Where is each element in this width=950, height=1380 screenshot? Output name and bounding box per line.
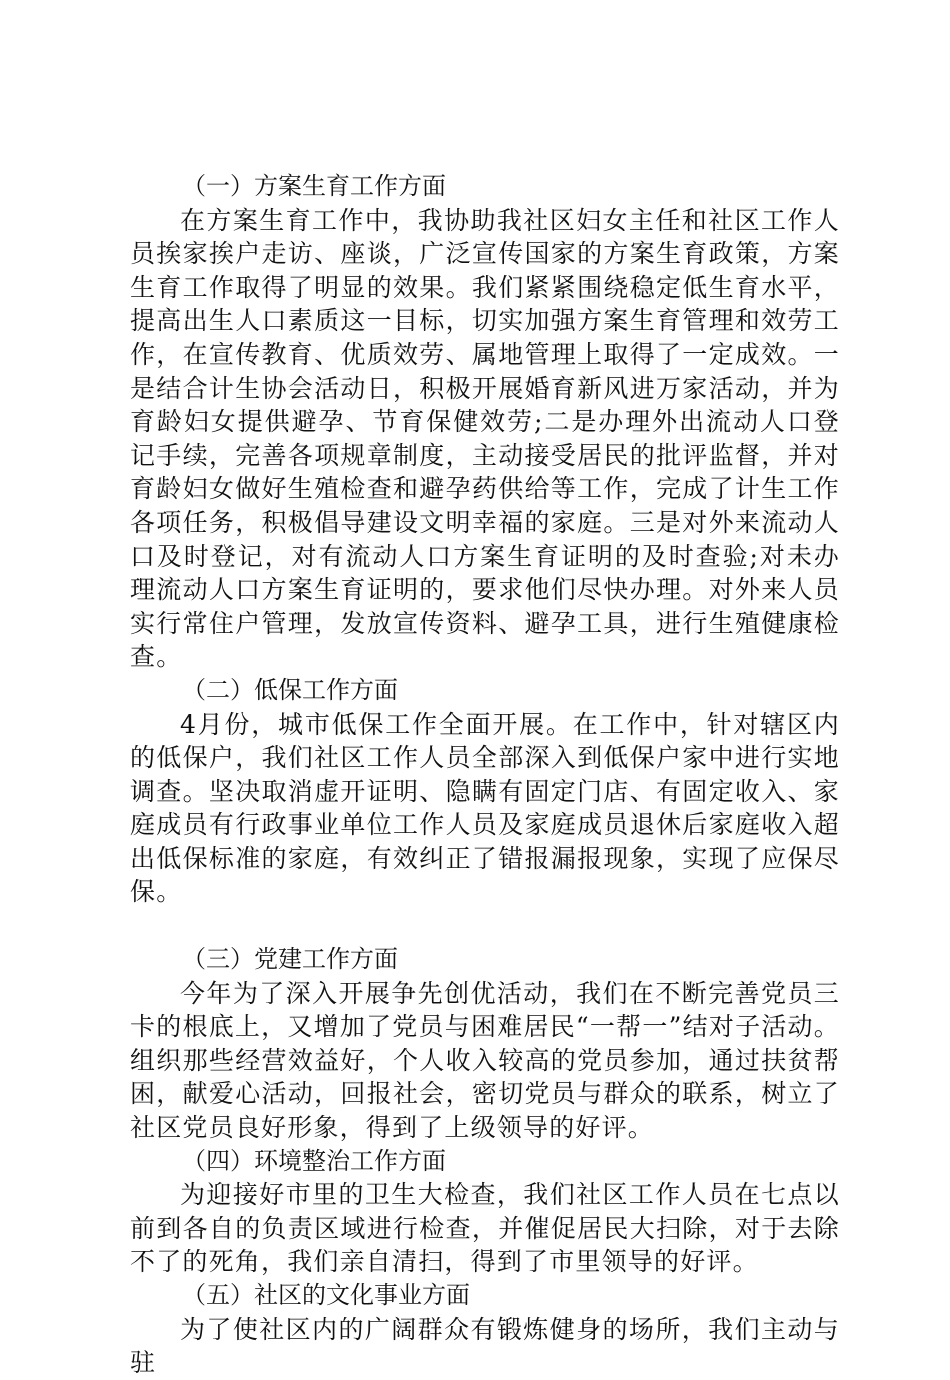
section-paragraph-family-planning: 在方案生育工作中，我协助我社区妇女主任和社区工作人员挨家挨户走访、座谈，广泛宣传国家的方案生育政策，方案生育工作取得了明显的效果。我们紧紧围绕稳定低生育水平，提高出生人口素质这一目标，切实加强方案生育管理和效劳工作，在宣传教育、优质效劳、属地管理上取得了一定成效。一是结合计生协会活动日，积极开展婚育新风进万家活动，并为育龄妇女提供避孕、节育保健效劳;二是办理外出流动人口登记手续，完善各项规章制度，主动接受居民的批评监督，并对育龄妇女做好生殖检查和避孕药供给等工作，完成了计生工作各项任务，积极倡导建设文明幸福的家庭。三是对外来流动人口及时登记，对有流动人口方案生育证明的及时查验;对未办理流动人口方案生育证明的，要求他们尽快办理。对外来人员实行常住户管理，发放宣传资料、避孕工具，进行生殖健康检查。 bbox=[130, 205, 840, 672]
section-paragraph-party-building: 今年为了深入开展争先创优活动，我们在不断完善党员三卡的根底上，又增加了党员与困难居民“一帮一”结对子活动。组织那些经营效益好，个人收入较高的党员参加，通过扶贫帮困，献爱心活动，回报社会，密切党员与群众的联系，树立了社区党员良好形象，得到了上级领导的好评。 bbox=[130, 978, 840, 1143]
section-heading-culture: （五）社区的文化事业方面 bbox=[182, 1281, 470, 1309]
section-paragraph-environment: 为迎接好市里的卫生大检查，我们社区工作人员在七点以前到各自的负责区域进行检查，并催促居民大扫除，对于去除不了的死角，我们亲自清扫，得到了市里领导的好评。 bbox=[130, 1180, 840, 1277]
document-body bbox=[130, 170, 840, 1380]
section-heading-environment: （四）环境整治工作方面 bbox=[182, 1146, 446, 1175]
section-paragraph-subsistence-allowance: 4月份，城市低保工作全面开展。在工作中，针对辖区内的低保户，我们社区工作人员全部深入到低保户家中进行实地调查。坚决取消虚开证明、隐瞒有固定门店、有固定收入、家庭成员有行政事业单位工作人员及家庭成员退休后家庭收入超出低保标准的家庭，有效纠正了错报漏报现象，实现了应保尽保。 bbox=[130, 709, 840, 907]
section-heading-family-planning: （一）方案生育工作方面 bbox=[182, 172, 446, 200]
section-heading-party-building: （三）党建工作方面 bbox=[182, 945, 398, 974]
paragraph-spacer bbox=[130, 909, 840, 943]
section-paragraph-culture: 为了使社区内的广阔群众有锻炼健身的场所，我们主动与驻 bbox=[130, 1314, 840, 1378]
section-heading-subsistence-allowance: （二）低保工作方面 bbox=[182, 675, 398, 704]
